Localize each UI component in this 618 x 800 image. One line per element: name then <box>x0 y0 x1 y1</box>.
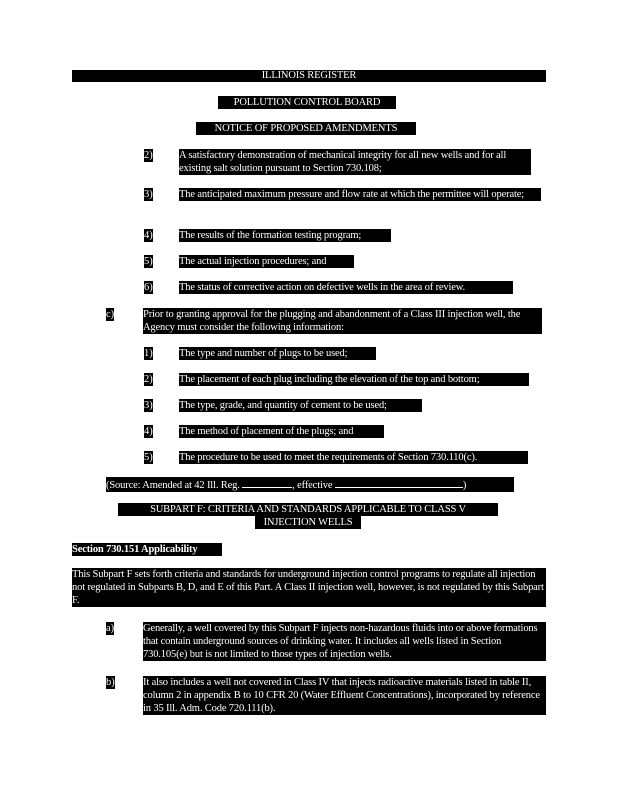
paragraph-letter: b) <box>106 677 115 688</box>
register-title: ILLINOIS REGISTER <box>261 70 357 81</box>
list-item-text: A satisfactory demonstration of mechanical integrity for all new wells and for all existing salt solution pursuant to Section 730.108; <box>179 149 531 175</box>
list-item-number: 1) <box>144 348 153 359</box>
register-page-blank <box>242 477 292 488</box>
source-effective: , effective <box>292 480 333 491</box>
list-item-text: The anticipated maximum pressure and flow rate at which the permittee will operate; <box>179 188 541 201</box>
source-suffix: ) <box>462 480 467 491</box>
list-item-number: 4) <box>144 230 153 241</box>
register-header <box>72 70 546 82</box>
list-item-text: The status of corrective action on defective wells in the area of review. <box>179 281 513 294</box>
paragraph-letter: a) <box>106 623 115 634</box>
paragraph-b-text: It also includes a well not covered in Class IV that injects radioactive materials listed in table II, column 2 in appendix B to 10 CFR 20 (Water Effluent Concentrations), incorporated by reference in 35 Ill. Adm. Code 720.111(b). <box>143 676 546 715</box>
section-heading: Section 730.151 Applicability <box>72 543 222 556</box>
paragraph-letter: c) <box>106 309 115 320</box>
subpart-heading-line-1: SUBPART F: CRITERIA AND STANDARDS APPLICABLE TO CLASS V <box>118 503 498 516</box>
notice-title: NOTICE OF PROPOSED AMENDMENTS <box>196 122 416 135</box>
list-item-text: The procedure to be used to meet the requirements of Section 730.110(c). <box>179 451 528 464</box>
subpart-heading-line-2: INJECTION WELLS <box>255 516 361 529</box>
list-item-text: The type and number of plugs to be used; <box>179 347 376 360</box>
list-item-text: The method of placement of the plugs; and <box>179 425 384 438</box>
intro-paragraph: This Subpart F sets forth criteria and standards for underground injection control programs to regulate all injection not regulated in Subparts B, D, and E of this Part. A Class II injection well, however, is not regulated by this Subpart F. <box>72 568 546 607</box>
paragraph-a-text: Generally, a well covered by this Subpart F injects non-hazardous fluids into or above formations that contain underground sources of drinking water. It includes all wells listed in Section 730.105(e) but is not limited to those types of injection wells. <box>143 622 546 661</box>
list-item-text: The placement of each plug including the elevation of the top and bottom; <box>179 373 529 386</box>
source-note <box>106 477 514 492</box>
list-item-number: 5) <box>144 452 153 463</box>
source-prefix: (Source: Amended at 42 Ill. Reg. <box>106 480 240 491</box>
list-item-number: 3) <box>144 189 153 200</box>
list-item-number: 4) <box>144 426 153 437</box>
list-item-number: 2) <box>144 374 153 385</box>
list-item-number: 2) <box>144 150 153 161</box>
list-item-text: The type, grade, and quantity of cement to be used; <box>179 399 422 412</box>
list-item-number: 6) <box>144 282 153 293</box>
list-item-number: 5) <box>144 256 153 267</box>
section-c-text: Prior to granting approval for the plugging and abandonment of a Class III injection well, the Agency must consider the following information: <box>143 308 542 334</box>
board-title: POLLUTION CONTROL BOARD <box>218 96 396 109</box>
list-item-text: The results of the formation testing program; <box>179 229 391 242</box>
effective-date-blank <box>335 477 463 488</box>
list-item-text: The actual injection procedures; and <box>179 255 354 268</box>
list-item-number: 3) <box>144 400 153 411</box>
